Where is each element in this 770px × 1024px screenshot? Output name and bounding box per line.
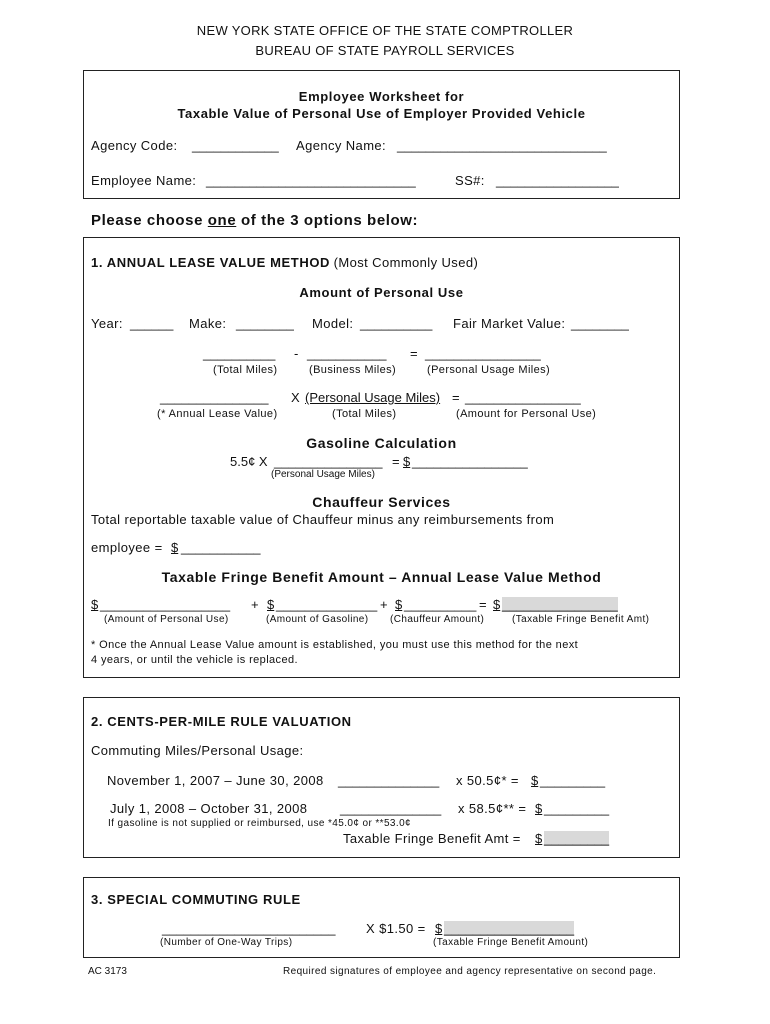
- fringe-dollar-2: $: [267, 597, 275, 612]
- worksheet-subtitle: Taxable Value of Personal Use of Employer Provided Vehicle: [177, 106, 586, 121]
- business-miles-label: (Business Miles): [309, 364, 397, 376]
- agency-code-label: Agency Code:: [91, 138, 178, 153]
- period1-rate: x 50.5¢* =: [456, 773, 519, 788]
- employee-info-box: [83, 70, 680, 199]
- gas-equals: =: [392, 454, 400, 469]
- agency-code-field[interactable]: ____________: [192, 138, 279, 153]
- fmv-label: Fair Market Value:: [453, 316, 566, 331]
- personal-usage-miles-field[interactable]: ________________: [425, 346, 541, 361]
- form-number: AC 3173: [88, 966, 127, 977]
- business-miles-field[interactable]: ___________: [307, 346, 387, 361]
- employee-name-field[interactable]: _____________________________: [206, 173, 416, 188]
- commuting-miles-label: Commuting Miles/Personal Usage:: [91, 743, 304, 758]
- choose-option-heading: Please choose one of the 3 options below:: [91, 212, 419, 229]
- option3-heading: 3. SPECIAL COMMUTING RULE: [91, 892, 301, 907]
- lease-note-line2: 4 years, or until the vehicle is replaced.: [91, 654, 298, 666]
- option2-heading: 2. CENTS-PER-MILE RULE VALUATION: [91, 714, 352, 729]
- option1-heading: 1. ANNUAL LEASE VALUE METHOD (Most Commonly Used): [91, 255, 479, 270]
- period1-dollar: $: [531, 773, 539, 788]
- amount-personal-use-field[interactable]: ________________: [465, 390, 581, 405]
- agency-name-field[interactable]: _____________________________: [397, 138, 607, 153]
- fringe-dollar-1: $: [91, 597, 99, 612]
- commute-result-field[interactable]: __________________: [444, 921, 575, 936]
- amount-gasoline-label: (Amount of Gasoline): [266, 614, 369, 625]
- commute-dollar: $: [435, 921, 443, 936]
- fringe-plus-2: +: [380, 597, 388, 612]
- chauffeur-amount-label: (Chauffeur Amount): [390, 614, 485, 625]
- fringe-benefit-title: Taxable Fringe Benefit Amount – Annual Lease Value Method: [161, 569, 602, 585]
- fringe-plus-1: +: [251, 597, 259, 612]
- minus-sign: -: [294, 346, 299, 361]
- period2-rate: x 58.5¢** =: [458, 801, 527, 816]
- model-label: Model:: [312, 316, 354, 331]
- gas-dollar: $: [403, 454, 411, 469]
- period1-miles-field[interactable]: ______________: [338, 773, 440, 788]
- ssn-field[interactable]: _________________: [496, 173, 619, 188]
- model-field[interactable]: __________: [360, 316, 433, 331]
- gas-result-field[interactable]: ________________: [412, 454, 528, 469]
- header-bureau: BUREAU OF STATE PAYROLL SERVICES: [255, 43, 515, 58]
- personal-usage-miles-label: (Personal Usage Miles): [427, 364, 551, 376]
- fringe-personal-use-field[interactable]: __________________: [100, 597, 231, 612]
- fringe-dollar-4: $: [493, 597, 501, 612]
- fringe-chauffeur-field[interactable]: __________: [404, 597, 477, 612]
- option2-box: [83, 697, 680, 858]
- worksheet-title: Employee Worksheet for: [298, 89, 465, 104]
- chauffeur-employee-label: employee =: [91, 540, 163, 555]
- period2-miles-field[interactable]: ______________: [340, 801, 442, 816]
- fringe-amt-label: (Taxable Fringe Benefit Amt): [512, 614, 650, 625]
- amount-personal-use-title: Amount of Personal Use: [299, 285, 464, 300]
- fringe-equals: =: [479, 597, 487, 612]
- option1-box: [83, 237, 680, 678]
- fringe-amount-label-3: (Taxable Fringe Benefit Amount): [433, 937, 589, 948]
- agency-name-label: Agency Name:: [296, 138, 387, 153]
- one-way-trips-label: (Number of One-Way Trips): [160, 937, 293, 948]
- one-way-trips-field[interactable]: ________________________: [162, 921, 336, 936]
- fmv-field[interactable]: ________: [571, 316, 629, 331]
- chauffeur-text: Total reportable taxable value of Chauffeur minus any reimbursements from: [91, 512, 555, 527]
- gas-rate: 5.5¢ X: [230, 454, 268, 469]
- amount-personal-label: (Amount for Personal Use): [456, 408, 597, 420]
- gasoline-calc-title: Gasoline Calculation: [306, 435, 457, 451]
- gas-miles-label: (Personal Usage Miles): [271, 469, 375, 480]
- fringe-amt-field[interactable]: _________: [544, 831, 610, 846]
- equals-sign: =: [410, 346, 418, 361]
- page-header: [0, 21, 770, 61]
- option3-box: [83, 877, 680, 958]
- fringe-total-field[interactable]: ________________: [502, 597, 618, 612]
- fringe-gasoline-field[interactable]: ______________: [276, 597, 378, 612]
- year-field[interactable]: ______: [130, 316, 174, 331]
- signature-note: Required signatures of employee and agency representative on second page.: [283, 966, 657, 977]
- gas-miles-field[interactable]: _______________: [274, 454, 383, 469]
- make-field[interactable]: ________: [236, 316, 294, 331]
- commute-rate: X $1.50 =: [366, 921, 426, 936]
- total-miles-label: (Total Miles): [213, 364, 278, 376]
- period1-result-field[interactable]: _________: [540, 773, 606, 788]
- fringe-dollar-3: $: [395, 597, 403, 612]
- equals-sign-2: =: [452, 390, 460, 405]
- amount-personal-use-label: (Amount of Personal Use): [104, 614, 229, 625]
- make-label: Make:: [189, 316, 227, 331]
- gasoline-rate-note: If gasoline is not supplied or reimbursed, use *45.0¢ or **53.0¢: [108, 818, 411, 829]
- header-office: NEW YORK STATE OFFICE OF THE STATE COMPTROLLER: [196, 23, 574, 38]
- period2-label: July 1, 2008 – October 31, 2008: [110, 801, 308, 816]
- times-sign: X: [291, 390, 300, 405]
- personal-usage-ratio: (Personal Usage Miles): [305, 390, 441, 405]
- year-label: Year:: [91, 316, 123, 331]
- period2-dollar: $: [535, 801, 543, 816]
- chauffeur-dollar: $: [171, 540, 179, 555]
- annual-lease-value-field[interactable]: _______________: [160, 390, 269, 405]
- chauffeur-title: Chauffeur Services: [312, 494, 451, 510]
- chauffeur-field[interactable]: ___________: [181, 540, 261, 555]
- fringe-amt-dollar: $: [535, 831, 543, 846]
- total-miles-field[interactable]: __________: [203, 346, 276, 361]
- fringe-amt-label-2: Taxable Fringe Benefit Amt =: [343, 831, 521, 846]
- total-miles-label-2: (Total Miles): [332, 408, 397, 420]
- annual-lease-label: (* Annual Lease Value): [157, 408, 278, 420]
- lease-note-line1: * Once the Annual Lease Value amount is established, you must use this method for the next: [91, 639, 579, 651]
- choose-one: one: [207, 212, 237, 229]
- period2-result-field[interactable]: _________: [544, 801, 610, 816]
- ssn-label: SS#:: [455, 173, 485, 188]
- period1-label: November 1, 2007 – June 30, 2008: [107, 773, 324, 788]
- employee-name-label: Employee Name:: [91, 173, 197, 188]
